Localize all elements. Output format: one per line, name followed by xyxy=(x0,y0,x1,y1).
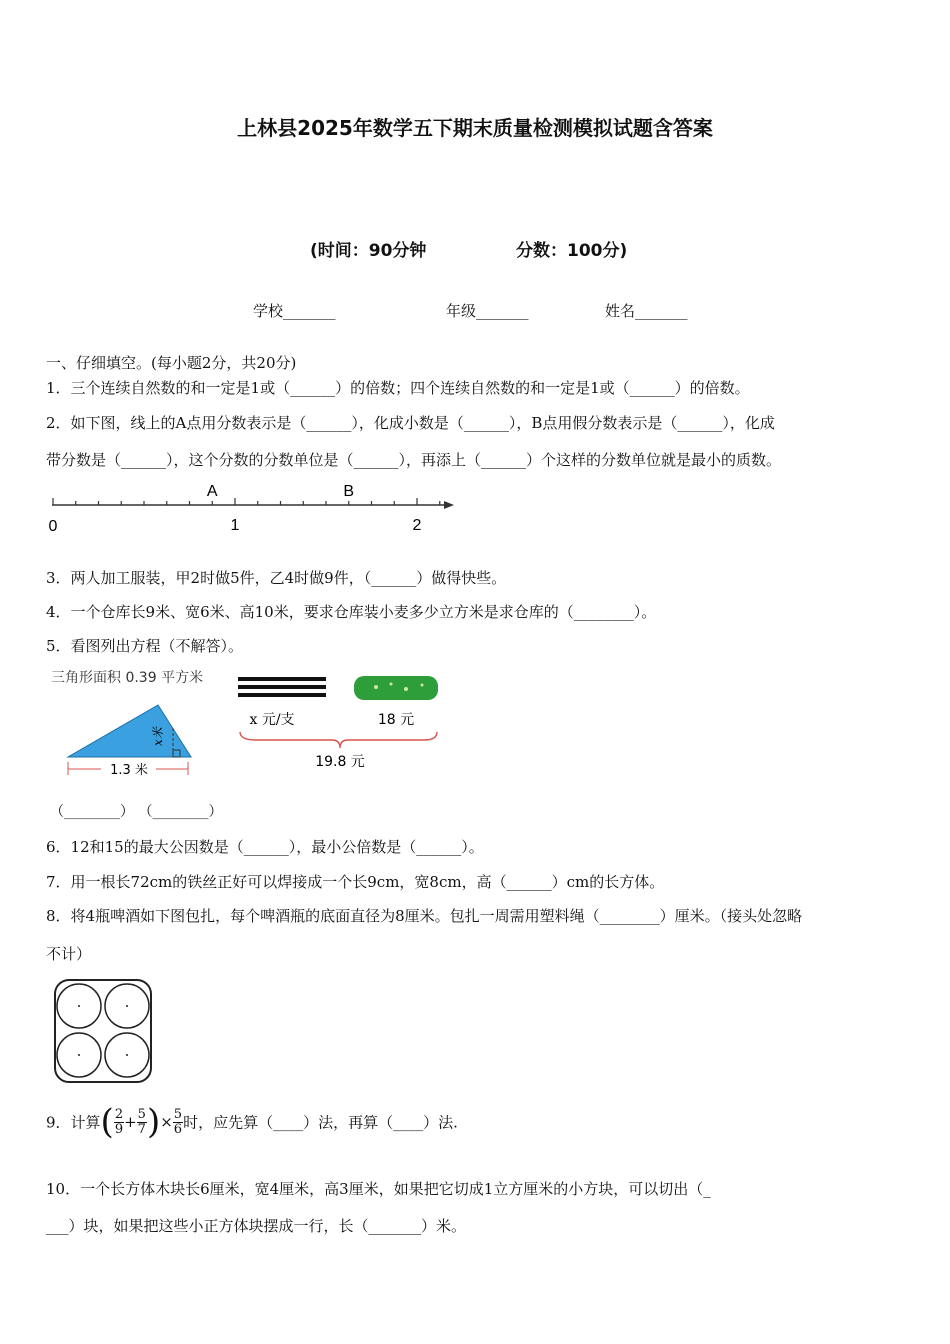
question-5-answers: （________） （________） xyxy=(50,804,223,820)
point-a-label: A xyxy=(206,483,218,500)
fraction-5-7: $\frac{5}{7}$ xyxy=(137,1106,146,1137)
question-6: 6．12和15的最大公因数是（______），最小公倍数是（______）。 xyxy=(46,838,484,856)
box-price-label: 18 元 xyxy=(377,712,415,728)
total-brace xyxy=(240,732,437,748)
question-8-line2: 不计） xyxy=(46,945,92,963)
pen-price-label: x 元/支 xyxy=(249,712,295,728)
base-label: 1.3 米 xyxy=(110,763,148,778)
q9-prefix: 9．计算 xyxy=(46,1113,101,1132)
rope-outline xyxy=(55,980,151,1082)
exam-time: (时间：90分钟 xyxy=(310,241,427,261)
page-title: 上林县2025年数学五下期末质量检测模拟试题含答案 xyxy=(237,116,713,140)
number-line-ticks xyxy=(53,498,440,505)
question-9: 9．计算( $\frac{2}{9}$ + $\frac{5}{7}$ )× $\frac{5}{6}$ 时，应先算（____）法，再算（____）法. xyxy=(46,1102,458,1142)
total-price-label: 19.8 元 xyxy=(315,754,365,770)
tick-label-2: 2 xyxy=(412,517,422,534)
grade-field[interactable]: 年级_______ xyxy=(446,302,529,320)
fraction-2-9: $\frac{2}{9}$ xyxy=(114,1106,124,1137)
triangle-caption: 三角形面积 0.39 平方米 xyxy=(51,670,204,686)
exam-score: 分数：100分) xyxy=(516,241,628,261)
question-2-line1: 2．如下图，线上的A点用分数表示是（______），化成小数是（______），B点用假分数表示是（______），化成 xyxy=(46,414,775,432)
tick-label-1: 1 xyxy=(230,517,240,534)
question-2-line2: 带分数是（______），这个分数的分数单位是（______），再添上（______）个这样的分数单位就是最小的质数。 xyxy=(46,451,782,469)
pencil-box xyxy=(354,676,438,700)
question-5-figure xyxy=(46,662,456,782)
pen-3 xyxy=(238,693,326,697)
school-field[interactable]: 学校_______ xyxy=(253,302,336,320)
point-b-label: B xyxy=(343,483,355,500)
number-line xyxy=(40,476,470,538)
question-10-line2: ___）块，如果把这些小正方体块摆成一行，长（_______）米。 xyxy=(46,1217,467,1235)
q9-suffix: 时，应先算（____）法，再算（____）法. xyxy=(183,1113,458,1132)
question-5: 5．看图列出方程（不解答）。 xyxy=(46,637,244,655)
question-10-line1: 10．一个长方体木块长6厘米，宽4厘米，高3厘米，如果把它切成1立方厘米的小方块，可以切出（_ xyxy=(46,1180,711,1198)
pen-2 xyxy=(238,685,326,689)
question-7: 7．用一根长72cm的铁丝正好可以焊接成一个长9cm，宽8cm，高（______）cm的长方体。 xyxy=(46,873,665,891)
height-label: x米 xyxy=(151,727,165,746)
fraction-5-6: $\frac{5}{6}$ xyxy=(173,1106,183,1137)
name-field[interactable]: 姓名_______ xyxy=(605,302,688,320)
question-4: 4．一个仓库长9米、宽6米、高10米，要求仓库装小麦多少立方米是求仓库的（________）。 xyxy=(46,603,657,621)
tick-label-0: 0 xyxy=(48,518,58,535)
number-line-arrow xyxy=(444,501,454,509)
question-1: 1．三个连续自然数的和一定是1或（______）的倍数；四个连续自然数的和一定是1或（______）的倍数。 xyxy=(46,379,750,397)
bottles-figure xyxy=(50,975,156,1087)
section-heading: 一、仔细填空。(每小题2分，共20分) xyxy=(46,354,297,372)
question-3: 3．两人加工服装，甲2时做5件，乙4时做9件，（______）做得快些。 xyxy=(46,569,507,587)
pen-1 xyxy=(238,677,326,681)
question-8-line1: 8．将4瓶啤酒如下图包扎，每个啤酒瓶的底面直径为8厘米。包扎一周需用塑料绳（________）厘米。（接头处忽略 xyxy=(46,907,803,925)
